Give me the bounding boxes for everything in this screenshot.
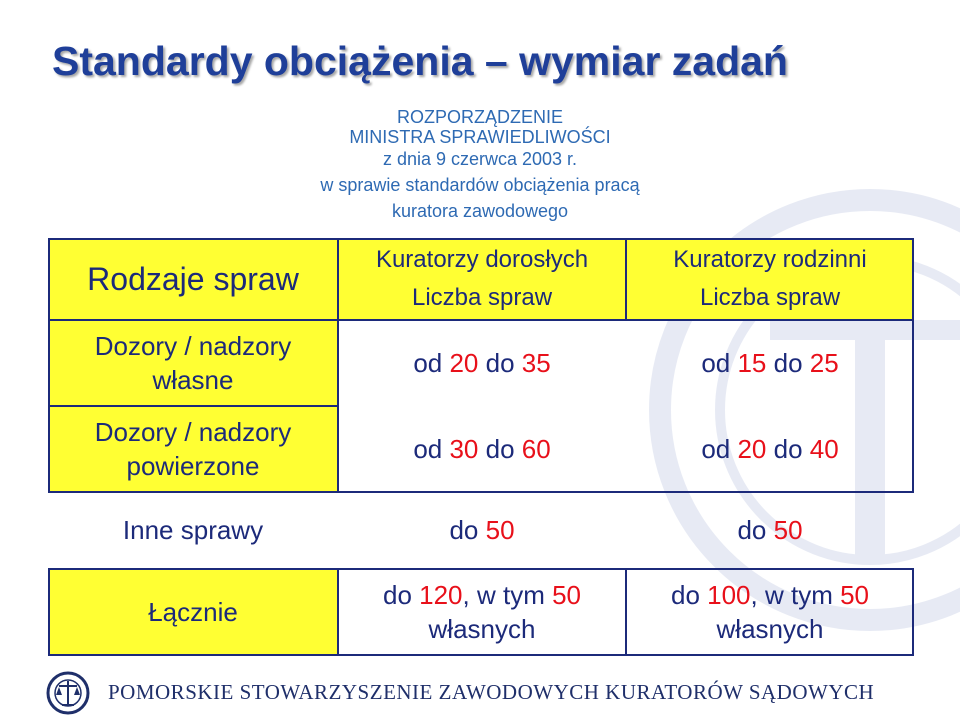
standards-table	[48, 238, 914, 656]
table-divider-header	[48, 319, 914, 321]
row-other-label	[48, 492, 338, 568]
row2-label-line1: Dozory / nadzory	[94, 417, 292, 447]
regulation-line-3: z dnia 9 czerwca 2003 r.	[382, 149, 578, 169]
organization-name: POMORSKIE STOWARZYSZENIE ZAWODOWYCH KURATORÓW SĄDOWYCH	[108, 680, 875, 704]
regulation-line-5: kuratora zawodowego	[391, 201, 569, 221]
row1-label-line2: własne	[152, 365, 234, 395]
total-border-top	[48, 568, 914, 570]
row-own-supervision-label	[48, 320, 338, 406]
table-border-left	[48, 238, 50, 492]
row2-adult-value: od 30 do 60	[413, 434, 551, 464]
header-case-types	[48, 238, 338, 320]
table-divider-col1	[337, 238, 339, 492]
row-total-adult-value: do 120, w tym 50 własnych	[382, 580, 582, 644]
row-total-label	[48, 568, 338, 656]
row1-label-line1: Dozory / nadzory	[94, 331, 292, 361]
total-divider-col1	[337, 568, 339, 656]
table-border-right	[912, 238, 914, 492]
total-border-left	[48, 568, 50, 656]
header-family-curators	[626, 238, 914, 320]
table-border-top	[48, 238, 914, 240]
header-adult-line2: Liczba spraw	[411, 284, 553, 311]
row-other-family-value: do 50	[737, 515, 803, 545]
regulation-line-4: w sprawie standardów obciążenia pracą	[320, 175, 640, 195]
row2-family-value: od 20 do 40	[701, 434, 839, 464]
table-divider-col2	[625, 238, 627, 320]
association-logo-icon	[46, 671, 90, 715]
header-adult-curators	[338, 238, 626, 320]
header-adult-line1: Kuratorzy dorosłych	[375, 246, 589, 273]
table-divider-row2	[48, 491, 914, 493]
total-divider-col2	[625, 568, 627, 656]
table-divider-row1	[48, 405, 338, 407]
other-label: Inne sprawy	[122, 515, 264, 545]
regulation-line-1: ROZPORZĄDZENIE	[396, 107, 563, 127]
header-case-types-text: Rodzaje spraw	[87, 260, 299, 297]
row-total-family-value: do 100, w tym 50 własnych	[670, 580, 870, 644]
row-assigned-supervision-label	[48, 406, 338, 492]
footer	[0, 666, 960, 720]
total-label: Łącznie	[148, 597, 238, 627]
regulation-block	[200, 104, 760, 224]
row-other-adult-value: do 50	[449, 515, 515, 545]
total-border-right	[912, 568, 914, 656]
header-family-line1: Kuratorzy rodzinni	[673, 246, 867, 273]
row1-adult-value: od 20 do 35	[413, 348, 551, 378]
row2-label-line2: powierzone	[126, 451, 260, 481]
header-family-line2: Liczba spraw	[699, 284, 841, 311]
total-border-bottom	[48, 654, 914, 656]
regulation-line-2: MINISTRA SPRAWIEDLIWOŚCI	[349, 127, 611, 147]
page-title: Standardy obciążenia – wymiar zadań	[52, 38, 788, 84]
row1-family-value: od 15 do 25	[701, 348, 839, 378]
